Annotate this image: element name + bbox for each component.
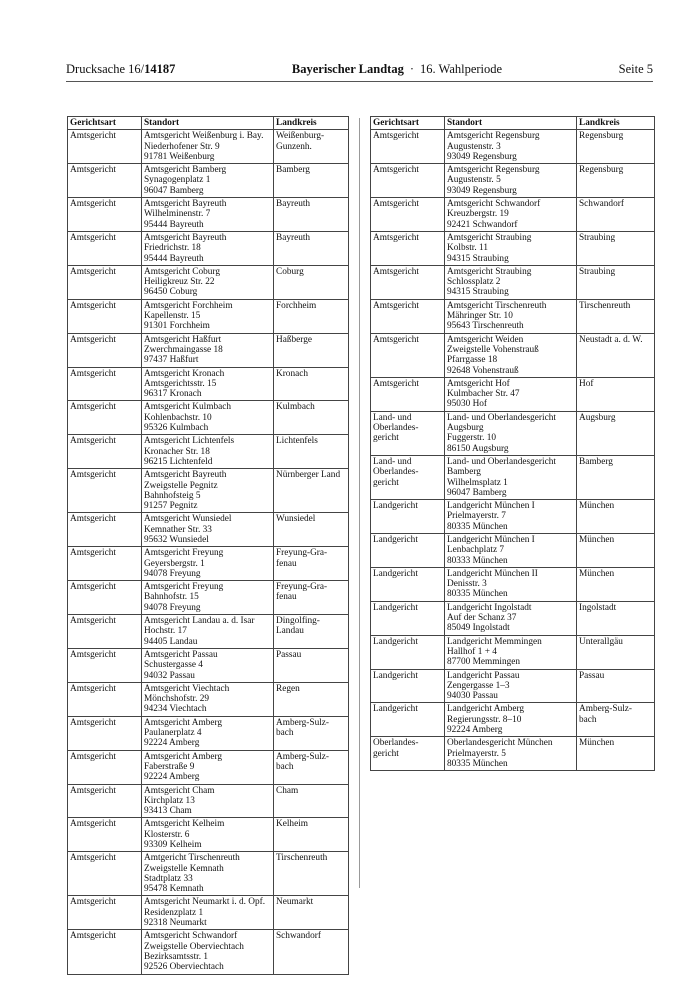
- cell-gerichtsart: Amtsgericht: [68, 615, 142, 649]
- parliament-title: Bayerischer Landtag: [291, 62, 404, 76]
- cell-gerichtsart: Amtsgericht: [68, 682, 142, 716]
- courts-table-left: [67, 116, 349, 975]
- table-row: [371, 601, 655, 635]
- cell-standort: Amtsgericht Passau Schustergasse 4 94032 Passau: [142, 648, 274, 682]
- cell-standort: Land- und Oberlandesgericht Bamberg Wilhelmsplatz 1 96047 Bamberg: [445, 455, 577, 499]
- cell-landkreis: Freyung-Gra- fenau: [274, 547, 349, 581]
- table-header-row: [371, 117, 655, 130]
- cell-landkreis: Schwandorf: [577, 198, 655, 232]
- cell-gerichtsart: Amtsgericht: [68, 750, 142, 784]
- cell-standort: Amtsgericht Lichtenfels Kronacher Str. 18 96215 Lichtenfeld: [142, 435, 274, 469]
- cell-landkreis: Forchheim: [274, 299, 349, 333]
- cell-gerichtsart: Land- und Oberlandes- gericht: [371, 455, 445, 499]
- cell-standort: Amtsgericht Schwandorf Kreuzbergstr. 19 92421 Schwandorf: [445, 198, 577, 232]
- cell-standort: Amtsgericht Freyung Bahnhofstr. 15 94078 Freyung: [142, 581, 274, 615]
- cell-standort: Amtsgericht Viechtach Mönchshofstr. 29 94234 Viechtach: [142, 682, 274, 716]
- table-row: [68, 198, 349, 232]
- cell-gerichtsart: Amtsgericht: [68, 513, 142, 547]
- table-row: [371, 567, 655, 601]
- cell-gerichtsart: Landgericht: [371, 601, 445, 635]
- cell-gerichtsart: Landgericht: [371, 635, 445, 669]
- cell-landkreis: Straubing: [577, 231, 655, 265]
- cell-landkreis: Bayreuth: [274, 198, 349, 232]
- cell-standort: Amtsgericht Bamberg Synagogenplatz 1 96047 Bamberg: [142, 164, 274, 198]
- cell-standort: Amtsgericht Cham Kirchplatz 13 93413 Cham: [142, 784, 274, 818]
- cell-gerichtsart: Amtsgericht: [68, 231, 142, 265]
- cell-gerichtsart: Landgericht: [371, 567, 445, 601]
- table-row: [68, 164, 349, 198]
- cell-landkreis: Haßberge: [274, 333, 349, 367]
- cell-gerichtsart: Amtsgericht: [68, 818, 142, 852]
- table-row: [68, 930, 349, 974]
- table-row: [371, 299, 655, 333]
- cell-standort: Amtsgericht Straubing Schlossplatz 2 94315 Straubing: [445, 265, 577, 299]
- cell-landkreis: Kelheim: [274, 818, 349, 852]
- cell-standort: Amtsgericht Haßfurt Zwerchmaingasse 18 97437 Haßfurt: [142, 333, 274, 367]
- table-row: [371, 737, 655, 771]
- table-row: [68, 818, 349, 852]
- cell-gerichtsart: Amtsgericht: [68, 716, 142, 750]
- cell-gerichtsart: Amtsgericht: [371, 231, 445, 265]
- document-number: Drucksache 16/14187: [66, 62, 176, 76]
- cell-gerichtsart: Amtsgericht: [68, 265, 142, 299]
- cell-standort: Amtsgericht Neumarkt i. d. Opf. Residenzplatz 1 92318 Neumarkt: [142, 896, 274, 930]
- cell-standort: Amtsgericht Weiden Zweigstelle Vohenstrauß Pfarrgasse 18 92648 Vohenstrauß: [445, 333, 577, 377]
- cell-standort: Amtsgericht Schwandorf Zweigstelle Oberviechtach Bezirksamtsstr. 1 92526 Oberviechtach: [142, 930, 274, 974]
- cell-landkreis: Bamberg: [577, 455, 655, 499]
- cell-standort: Amtsgericht Coburg Heiligkreuz Str. 22 96450 Coburg: [142, 265, 274, 299]
- table-row: [371, 164, 655, 198]
- table-row: [371, 198, 655, 232]
- table-row: [68, 469, 349, 513]
- cell-landkreis: Wunsiedel: [274, 513, 349, 547]
- table-row: [371, 533, 655, 567]
- cell-gerichtsart: Amtsgericht: [68, 164, 142, 198]
- cell-gerichtsart: Land- und Oberlandes- gericht: [371, 411, 445, 455]
- cell-landkreis: Bayreuth: [274, 231, 349, 265]
- cell-standort: Amtsgericht Regensburg Augustenstr. 3 93049 Regensburg: [445, 130, 577, 164]
- cell-gerichtsart: Amtsgericht: [68, 198, 142, 232]
- table-body-left: [68, 130, 349, 974]
- table-row: [68, 852, 349, 896]
- cell-standort: Amtsgericht Tirschenreuth Mähringer Str. 10 95643 Tirschenreuth: [445, 299, 577, 333]
- cell-landkreis: Kulmbach: [274, 401, 349, 435]
- header-separator: ·: [409, 62, 414, 76]
- table-row: [371, 265, 655, 299]
- cell-gerichtsart: Amtsgericht: [371, 164, 445, 198]
- legislative-period: 16. Wahlperiode: [420, 62, 503, 76]
- cell-gerichtsart: Amtsgericht: [68, 581, 142, 615]
- cell-landkreis: Amberg-Sulz- bach: [577, 703, 655, 737]
- cell-standort: Amtsgericht Bayreuth Friedrichstr. 18 95444 Bayreuth: [142, 231, 274, 265]
- header-standort: Standort: [142, 117, 274, 130]
- table-row: [68, 648, 349, 682]
- cell-landkreis: Hof: [577, 377, 655, 411]
- cell-standort: Landgericht Ingolstadt Auf der Schanz 37 85049 Ingolstadt: [445, 601, 577, 635]
- table-row: [371, 703, 655, 737]
- cell-gerichtsart: Amtsgericht: [371, 198, 445, 232]
- cell-gerichtsart: Amtsgericht: [371, 377, 445, 411]
- table-header-row: [68, 117, 349, 130]
- header-landkreis: Landkreis: [577, 117, 655, 130]
- column-divider: [359, 118, 360, 888]
- cell-gerichtsart: Amtsgericht: [68, 930, 142, 974]
- cell-standort: Amtsgericht Bayreuth Zweigstelle Pegnitz Bahnhofsteig 5 91257 Pegnitz: [142, 469, 274, 513]
- cell-standort: Amtsgericht Weißenburg i. Bay. Niederhofener Str. 9 91781 Weißenburg: [142, 130, 274, 164]
- cell-landkreis: Amberg-Sulz- bach: [274, 750, 349, 784]
- cell-gerichtsart: Amtsgericht: [68, 130, 142, 164]
- cell-landkreis: Unterallgäu: [577, 635, 655, 669]
- cell-gerichtsart: Amtsgericht: [68, 401, 142, 435]
- table-row: [68, 401, 349, 435]
- courts-table-right: [370, 116, 655, 771]
- cell-landkreis: Augsburg: [577, 411, 655, 455]
- page-header: [66, 62, 653, 80]
- cell-standort: Amtsgericht Straubing Kolbstr. 11 94315 Straubing: [445, 231, 577, 265]
- table-row: [68, 130, 349, 164]
- table-row: [68, 435, 349, 469]
- cell-landkreis: Nürnberger Land: [274, 469, 349, 513]
- table-row: [68, 581, 349, 615]
- cell-landkreis: Regen: [274, 682, 349, 716]
- cell-standort: Landgericht München I Lenbachplatz 7 80333 München: [445, 533, 577, 567]
- cell-gerichtsart: Amtsgericht: [68, 469, 142, 513]
- table-row: [371, 231, 655, 265]
- table-row: [68, 784, 349, 818]
- cell-standort: Amtsgericht Amberg Paulanerplatz 4 92224 Amberg: [142, 716, 274, 750]
- cell-gerichtsart: Amtsgericht: [68, 648, 142, 682]
- table-row: [68, 513, 349, 547]
- table-row: [371, 130, 655, 164]
- cell-gerichtsart: Landgericht: [371, 500, 445, 534]
- cell-landkreis: Lichtenfels: [274, 435, 349, 469]
- cell-standort: Amtsgericht Kronach Amtsgerichtsstr. 15 96317 Kronach: [142, 367, 274, 401]
- cell-landkreis: Kronach: [274, 367, 349, 401]
- cell-standort: Amtsgericht Amberg Faberstraße 9 92224 Amberg: [142, 750, 274, 784]
- table-row: [68, 682, 349, 716]
- cell-landkreis: Coburg: [274, 265, 349, 299]
- cell-gerichtsart: Amtsgericht: [68, 333, 142, 367]
- cell-standort: Amtsgericht Forchheim Kapellenstr. 15 91301 Forchheim: [142, 299, 274, 333]
- cell-standort: Landgericht Amberg Regierungsstr. 8–10 92224 Amberg: [445, 703, 577, 737]
- cell-standort: Amtsgericht Bayreuth Wilhelminenstr. 7 95444 Bayreuth: [142, 198, 274, 232]
- cell-gerichtsart: Amtsgericht: [371, 333, 445, 377]
- cell-standort: Amtsgericht Kulmbach Kohlenbachstr. 10 95326 Kulmbach: [142, 401, 274, 435]
- table-row: [68, 299, 349, 333]
- table-row: [68, 333, 349, 367]
- cell-gerichtsart: Amtsgericht: [371, 265, 445, 299]
- cell-gerichtsart: Amtsgericht: [68, 299, 142, 333]
- cell-gerichtsart: Amtsgericht: [371, 299, 445, 333]
- cell-landkreis: Regensburg: [577, 164, 655, 198]
- cell-standort: Amtsgericht Landau a. d. Isar Hochstr. 17 94405 Landau: [142, 615, 274, 649]
- table-row: [371, 500, 655, 534]
- cell-landkreis: Regensburg: [577, 130, 655, 164]
- table-row: [371, 377, 655, 411]
- cell-standort: Amtsgericht Freyung Geyersbergstr. 1 94078 Freyung: [142, 547, 274, 581]
- cell-landkreis: Bamberg: [274, 164, 349, 198]
- table-row: [371, 455, 655, 499]
- page-number: Seite 5: [618, 62, 653, 76]
- header-center: [292, 62, 502, 77]
- cell-standort: Amtsgericht Hof Kulmbacher Str. 47 95030 Hof: [445, 377, 577, 411]
- cell-standort: Landgericht München II Denisstr. 3 80335 München: [445, 567, 577, 601]
- cell-landkreis: Straubing: [577, 265, 655, 299]
- table-row: [371, 411, 655, 455]
- table-row: [68, 615, 349, 649]
- cell-landkreis: Ingolstadt: [577, 601, 655, 635]
- cell-standort: Amtgericht Tirschenreuth Zweigstelle Kemnath Stadtplatz 33 95478 Kemnath: [142, 852, 274, 896]
- table-row: [371, 333, 655, 377]
- cell-gerichtsart: Landgericht: [371, 533, 445, 567]
- cell-landkreis: München: [577, 500, 655, 534]
- table-row: [68, 750, 349, 784]
- table-row: [371, 635, 655, 669]
- cell-landkreis: München: [577, 567, 655, 601]
- cell-landkreis: München: [577, 737, 655, 771]
- table-row: [68, 367, 349, 401]
- cell-landkreis: Dingolfing- Landau: [274, 615, 349, 649]
- header-gerichtsart: Gerichtsart: [371, 117, 445, 130]
- cell-standort: Landgericht Memmingen Hallhof 1 + 4 87700 Memmingen: [445, 635, 577, 669]
- cell-landkreis: Neumarkt: [274, 896, 349, 930]
- cell-landkreis: Tirschenreuth: [274, 852, 349, 896]
- table-row: [371, 669, 655, 703]
- cell-gerichtsart: Amtsgericht: [68, 784, 142, 818]
- table-row: [68, 231, 349, 265]
- cell-standort: Amtsgericht Wunsiedel Kemnather Str. 33 95632 Wunsiedel: [142, 513, 274, 547]
- cell-landkreis: Neustadt a. d. W.: [577, 333, 655, 377]
- table-row: [68, 547, 349, 581]
- cell-gerichtsart: Oberlandes- gericht: [371, 737, 445, 771]
- cell-standort: Landgericht München I Prielmayerstr. 7 80335 München: [445, 500, 577, 534]
- cell-landkreis: Cham: [274, 784, 349, 818]
- table-row: [68, 896, 349, 930]
- header-landkreis: Landkreis: [274, 117, 349, 130]
- cell-landkreis: München: [577, 533, 655, 567]
- cell-gerichtsart: Amtsgericht: [68, 896, 142, 930]
- cell-standort: Amtsgericht Kelheim Klosterstr. 6 93309 Kelheim: [142, 818, 274, 852]
- cell-standort: Oberlandesgericht München Prielmayerstr. 5 80335 München: [445, 737, 577, 771]
- cell-standort: Landgericht Passau Zengergasse 1–3 94030 Passau: [445, 669, 577, 703]
- cell-landkreis: Amberg-Sulz- bach: [274, 716, 349, 750]
- header-standort: Standort: [445, 117, 577, 130]
- cell-gerichtsart: Amtsgericht: [68, 852, 142, 896]
- cell-landkreis: Freyung-Gra- fenau: [274, 581, 349, 615]
- header-gerichtsart: Gerichtsart: [68, 117, 142, 130]
- cell-gerichtsart: Amtsgericht: [68, 547, 142, 581]
- header-rule: [66, 81, 653, 82]
- cell-landkreis: Passau: [274, 648, 349, 682]
- table-row: [68, 265, 349, 299]
- cell-gerichtsart: Landgericht: [371, 669, 445, 703]
- cell-landkreis: Schwandorf: [274, 930, 349, 974]
- cell-landkreis: Weißenburg- Gunzenh.: [274, 130, 349, 164]
- cell-gerichtsart: Landgericht: [371, 703, 445, 737]
- cell-gerichtsart: Amtsgericht: [68, 367, 142, 401]
- cell-landkreis: Tirschenreuth: [577, 299, 655, 333]
- cell-landkreis: Passau: [577, 669, 655, 703]
- table-body-right: [371, 130, 655, 771]
- cell-gerichtsart: Amtsgericht: [371, 130, 445, 164]
- table-row: [68, 716, 349, 750]
- cell-gerichtsart: Amtsgericht: [68, 435, 142, 469]
- cell-standort: Land- und Oberlandesgericht Augsburg Fuggerstr. 10 86150 Augsburg: [445, 411, 577, 455]
- cell-standort: Amtsgericht Regensburg Augustenstr. 5 93049 Regensburg: [445, 164, 577, 198]
